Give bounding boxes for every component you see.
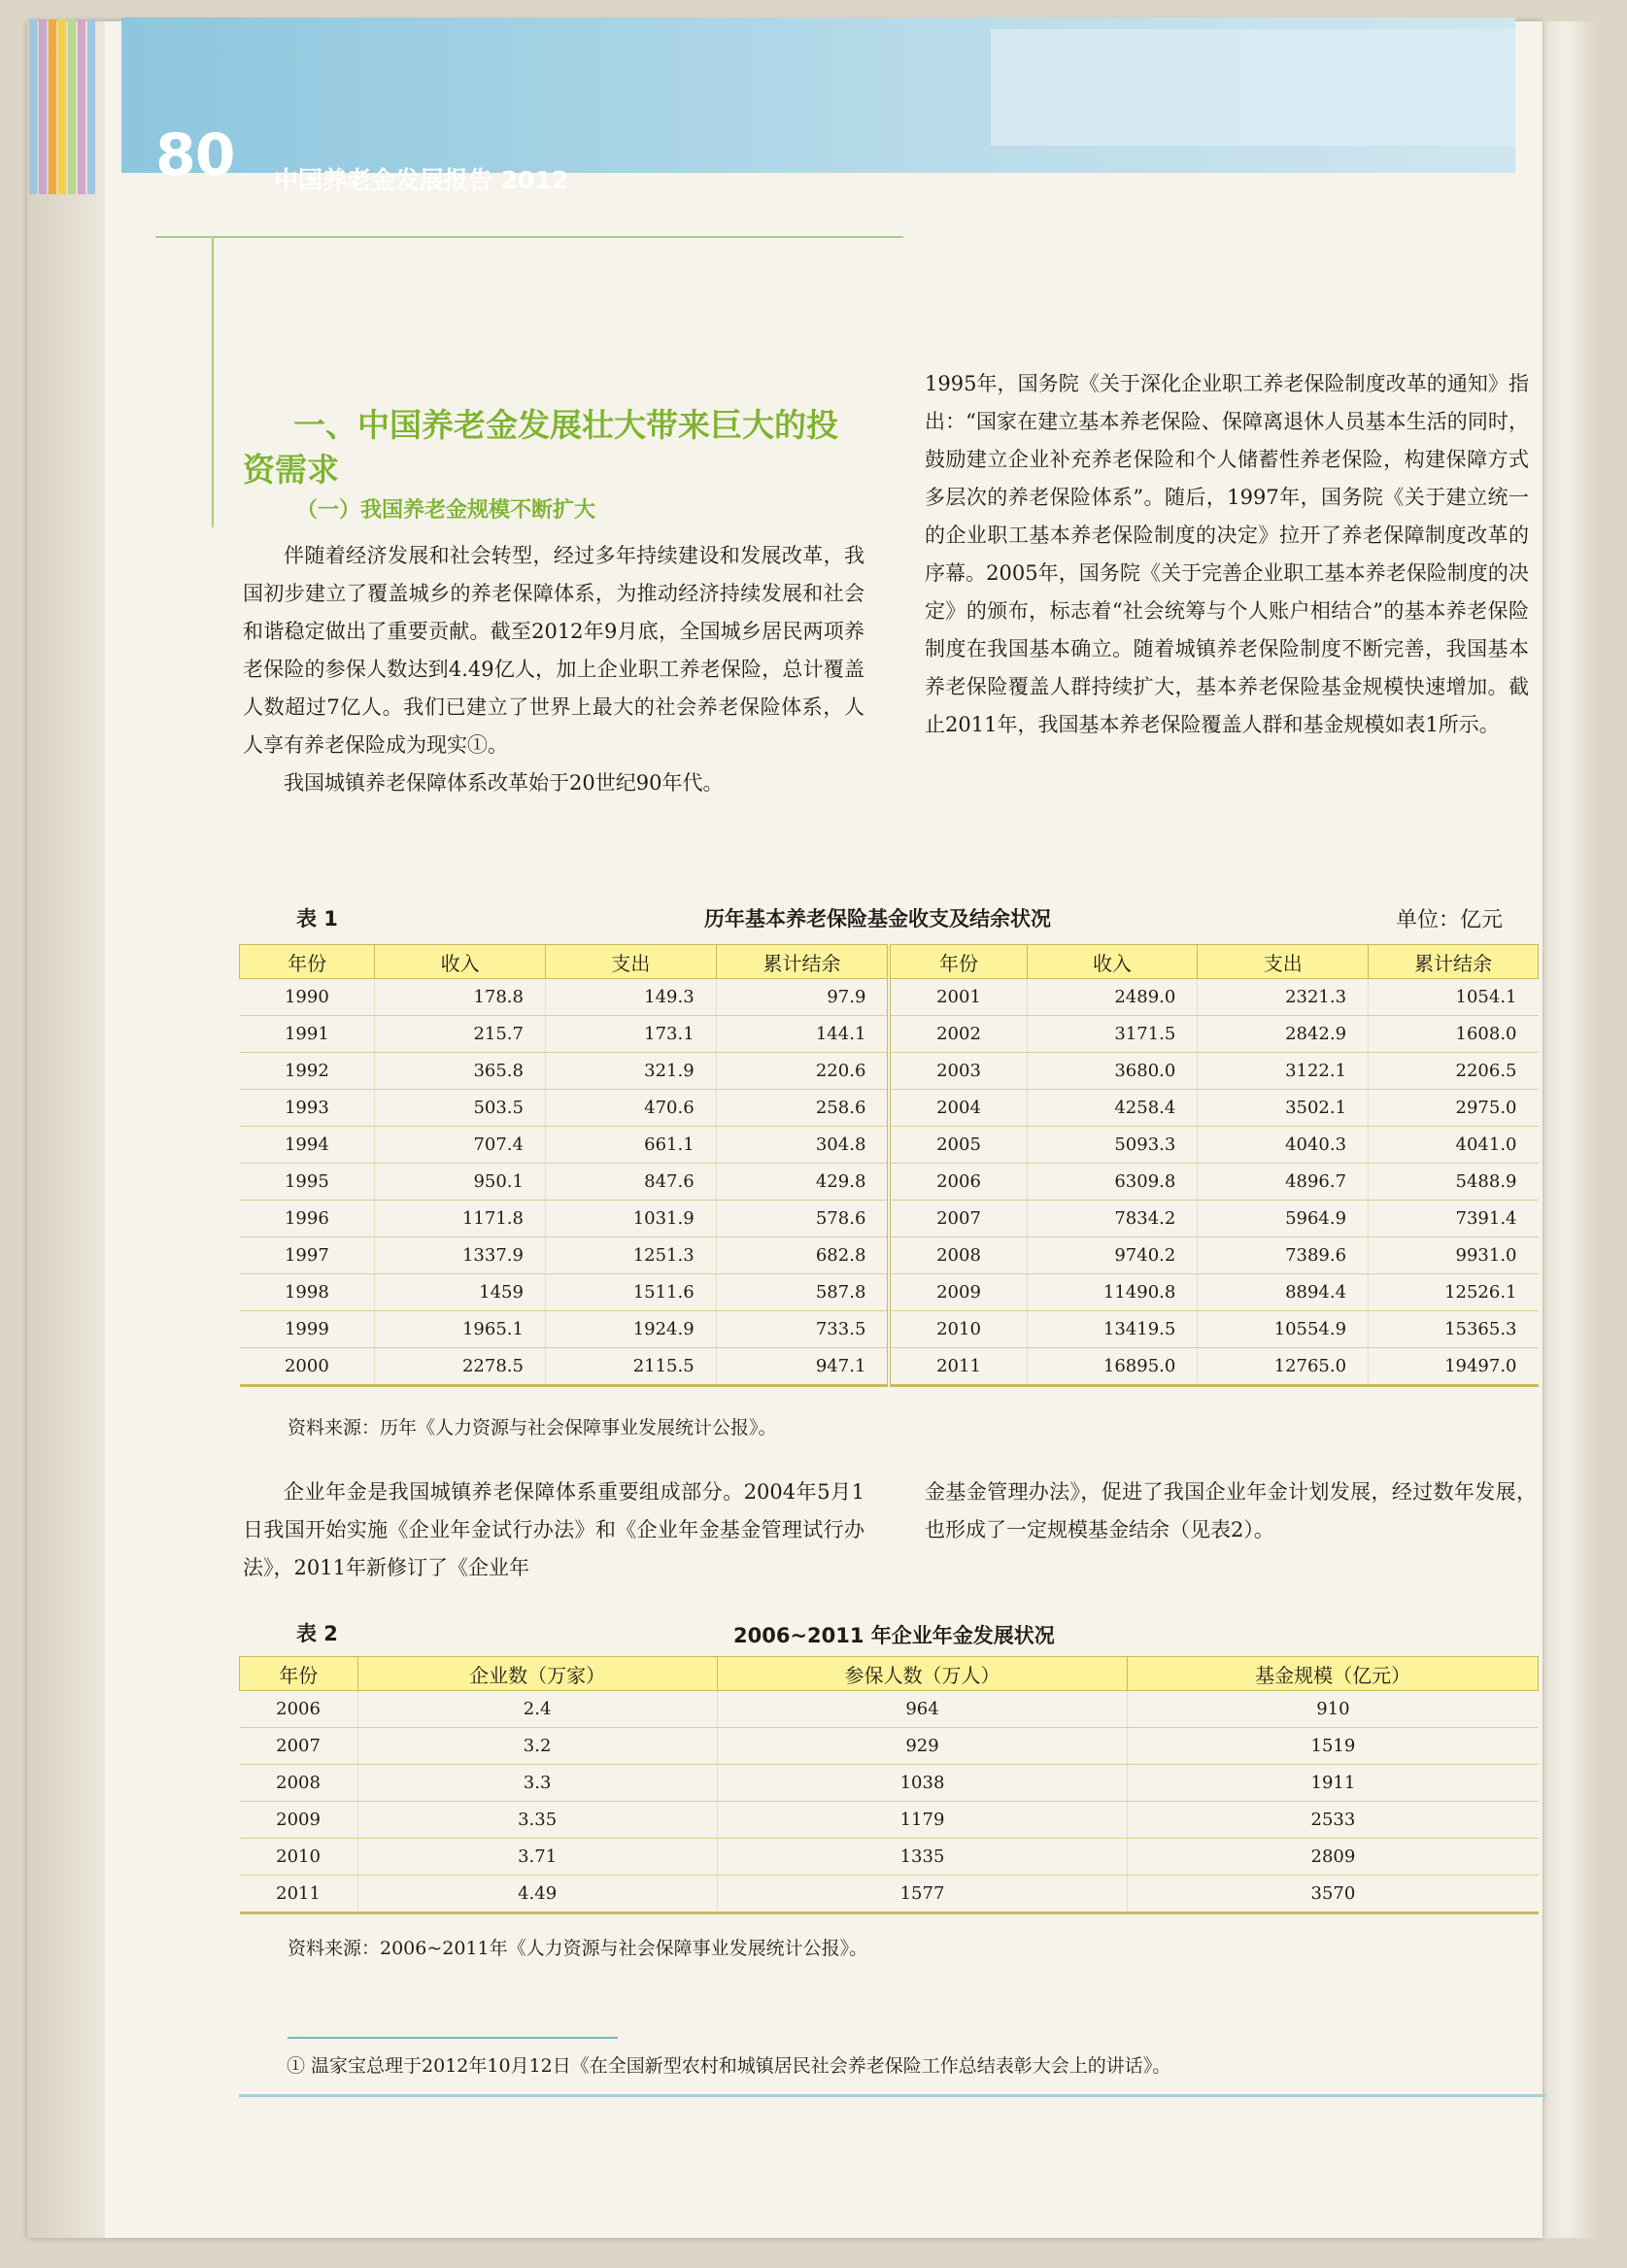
table-cell: 2007 — [240, 1728, 358, 1765]
table-cell: 1251.3 — [545, 1237, 716, 1274]
column-header: 支出 — [1198, 945, 1369, 979]
table-cell: 429.8 — [716, 1164, 889, 1201]
table1-unit: 单位：亿元 — [1396, 908, 1504, 932]
table-cell: 2011 — [240, 1876, 358, 1913]
column-header: 年份 — [240, 945, 375, 979]
table-row — [240, 1876, 1539, 1913]
paragraph: 1995年，国务院《关于深化企业职工养老保险制度改革的通知》指出：“国家在建立基本养老保险、保障离退休人员基本生活的同时，鼓励建立企业补充养老保险和个人储蓄性养老保险，构建保障方式多层次的养老保险体系”。随后，1997年，国务院《关于建立统一的企业职工基本养老保险制度的决定》拉开了养老保障制度改革的序幕。2005年，国务院《关于完善企业职工基本养老保险制度的决定》的颁布，标志着“社会统筹与个人账户相结合”的基本养老保险制度在我国基本确立。随着城镇养老保险制度不断完善，我国基本养老保险覆盖人群持续扩大，基本养老保险基金规模快速增加。截止2011年，我国基本养老保险覆盖人群和基金规模如表1所示。 — [925, 372, 1529, 736]
footnote-rule — [288, 2037, 618, 2039]
table-cell: 3680.0 — [1027, 1053, 1198, 1090]
table-cell: 1996 — [240, 1201, 375, 1237]
table-cell: 1171.8 — [375, 1201, 546, 1237]
table-cell: 950.1 — [375, 1164, 546, 1201]
table-cell: 2004 — [889, 1090, 1027, 1127]
table-row — [240, 1274, 1539, 1311]
table1-title: 历年基本养老保险基金收支及结余状况 — [704, 907, 1051, 931]
table-cell: 2278.5 — [375, 1348, 546, 1386]
table-cell: 1337.9 — [375, 1237, 546, 1274]
table-row — [240, 1127, 1539, 1164]
column-header: 累计结余 — [1369, 945, 1539, 979]
bottom-rule — [239, 2094, 1545, 2097]
table-cell: 4040.3 — [1198, 1127, 1369, 1164]
table-cell: 2206.5 — [1369, 1053, 1539, 1090]
table-cell: 1991 — [240, 1016, 375, 1053]
table-cell: 3.3 — [357, 1765, 717, 1802]
table-cell: 1459 — [375, 1274, 546, 1311]
table-cell: 2533 — [1128, 1802, 1539, 1839]
table-cell: 2006 — [240, 1691, 358, 1728]
table-cell: 11490.8 — [1027, 1274, 1198, 1311]
table-cell: 1511.6 — [545, 1274, 716, 1311]
table-cell: 2002 — [889, 1016, 1027, 1053]
header-rule-vertical — [212, 236, 214, 527]
table-row — [240, 1802, 1539, 1839]
table-cell: 4896.7 — [1198, 1164, 1369, 1201]
column-header: 年份 — [889, 945, 1027, 979]
table-cell: 1997 — [240, 1237, 375, 1274]
pension-fund-table — [239, 944, 1539, 1387]
column-header: 支出 — [545, 945, 716, 979]
column-header: 企业数（万家） — [357, 1657, 717, 1691]
table-cell: 215.7 — [375, 1016, 546, 1053]
table-cell: 178.8 — [375, 979, 546, 1016]
table-cell: 1992 — [240, 1053, 375, 1090]
table-cell: 19497.0 — [1369, 1348, 1539, 1386]
header-band — [121, 17, 1515, 173]
table-row — [240, 1765, 1539, 1802]
table-cell: 3570 — [1128, 1876, 1539, 1913]
table-cell: 587.8 — [716, 1274, 889, 1311]
table1-source: 资料来源：历年《人力资源与社会保障事业发展统计公报》。 — [288, 1417, 777, 1439]
table-cell: 4258.4 — [1027, 1090, 1198, 1127]
page-spine — [27, 21, 105, 2238]
table-cell: 149.3 — [545, 979, 716, 1016]
table-cell: 10554.9 — [1198, 1311, 1369, 1348]
table-row — [240, 979, 1539, 1016]
page-number: 80 — [155, 121, 235, 189]
table-cell: 2011 — [889, 1348, 1027, 1386]
table-cell: 2115.5 — [545, 1348, 716, 1386]
table-cell: 847.6 — [545, 1164, 716, 1201]
table-cell: 3171.5 — [1027, 1016, 1198, 1053]
table-row — [240, 1691, 1539, 1728]
table-cell: 97.9 — [716, 979, 889, 1016]
table-cell: 304.8 — [716, 1127, 889, 1164]
table-cell: 7834.2 — [1027, 1201, 1198, 1237]
table-row — [240, 1016, 1539, 1053]
table1-label: 表 1 — [296, 907, 338, 931]
table-cell: 144.1 — [716, 1016, 889, 1053]
table-cell: 2009 — [240, 1802, 358, 1839]
footnote: ① 温家宝总理于2012年10月12日《在全国新型农村和城镇居民社会养老保险工作总结表彰大会上的讲话》。 — [287, 2055, 1171, 2077]
table-cell: 470.6 — [545, 1090, 716, 1127]
table-cell: 9931.0 — [1369, 1237, 1539, 1274]
table-row — [240, 1053, 1539, 1090]
table-cell: 1911 — [1128, 1765, 1539, 1802]
table-cell: 7391.4 — [1369, 1201, 1539, 1237]
table-cell: 2005 — [889, 1127, 1027, 1164]
table-cell: 2010 — [240, 1839, 358, 1876]
table-row — [240, 1237, 1539, 1274]
table-cell: 12526.1 — [1369, 1274, 1539, 1311]
left-column-2 — [243, 1473, 864, 1587]
table-cell: 1995 — [240, 1164, 375, 1201]
paragraph: 我国城镇养老保障体系改革始于20世纪90年代。 — [284, 771, 724, 795]
table-cell: 13419.5 — [1027, 1311, 1198, 1348]
paragraph: 企业年金是我国城镇养老保障体系重要组成部分。2004年5月1日我国开始实施《企业年金试行办法》和《企业年金基金管理试行办法》，2011年新修订了《企业年 — [243, 1480, 864, 1579]
table-cell: 4041.0 — [1369, 1127, 1539, 1164]
column-header: 年份 — [240, 1657, 358, 1691]
table-row — [240, 1348, 1539, 1386]
paragraph: 金基金管理办法》，促进了我国企业年金计划发展，经过数年发展，也形成了一定规模基金结余（见表2）。 — [925, 1480, 1537, 1541]
table-cell: 8894.4 — [1198, 1274, 1369, 1311]
table-cell: 3502.1 — [1198, 1090, 1369, 1127]
table-cell: 578.6 — [716, 1201, 889, 1237]
table-cell: 6309.8 — [1027, 1164, 1198, 1201]
table-row — [240, 1090, 1539, 1127]
table-row — [240, 1201, 1539, 1237]
table-row — [240, 1164, 1539, 1201]
table-cell: 2003 — [889, 1053, 1027, 1090]
table2-source: 资料来源：2006~2011年《人力资源与社会保障事业发展统计公报》。 — [288, 1938, 868, 1959]
table-cell: 4.49 — [357, 1876, 717, 1913]
table-cell: 3.71 — [357, 1839, 717, 1876]
table-cell: 1999 — [240, 1311, 375, 1348]
table-cell: 1965.1 — [375, 1311, 546, 1348]
table-cell: 2000 — [240, 1348, 375, 1386]
page-edge — [1542, 21, 1601, 2238]
table-cell: 15365.3 — [1369, 1311, 1539, 1348]
table-cell: 661.1 — [545, 1127, 716, 1164]
book-title: 中国养老金发展报告 2012 — [274, 166, 569, 194]
column-header: 收入 — [1027, 945, 1198, 979]
column-header: 参保人数（万人） — [717, 1657, 1128, 1691]
table-cell: 1990 — [240, 979, 375, 1016]
table-cell: 503.5 — [375, 1090, 546, 1127]
table-cell: 2321.3 — [1198, 979, 1369, 1016]
table-row — [240, 1311, 1539, 1348]
table-cell: 2008 — [889, 1237, 1027, 1274]
table-cell: 682.8 — [716, 1237, 889, 1274]
table-cell: 258.6 — [716, 1090, 889, 1127]
enterprise-annuity-table — [239, 1656, 1539, 1914]
table-cell: 2006 — [889, 1164, 1027, 1201]
table-cell: 3122.1 — [1198, 1053, 1369, 1090]
table-cell: 9740.2 — [1027, 1237, 1198, 1274]
table-cell: 1608.0 — [1369, 1016, 1539, 1053]
table-cell: 929 — [717, 1728, 1128, 1765]
table-cell: 5488.9 — [1369, 1164, 1539, 1201]
table-cell: 7389.6 — [1198, 1237, 1369, 1274]
table-cell: 947.1 — [716, 1348, 889, 1386]
right-column — [925, 365, 1529, 744]
table-cell: 1054.1 — [1369, 979, 1539, 1016]
section-title: 一、中国养老金发展壮大带来巨大的投 资需求 — [243, 406, 838, 489]
right-column-2 — [925, 1473, 1537, 1549]
column-header: 基金规模（亿元） — [1128, 1657, 1539, 1691]
table-cell: 1993 — [240, 1090, 375, 1127]
table-cell: 2975.0 — [1369, 1090, 1539, 1127]
table-row — [240, 1728, 1539, 1765]
table-cell: 2.4 — [357, 1691, 717, 1728]
table-cell: 1924.9 — [545, 1311, 716, 1348]
table-cell: 2010 — [889, 1311, 1027, 1348]
table-cell: 2008 — [240, 1765, 358, 1802]
table-cell: 1577 — [717, 1876, 1128, 1913]
table-cell: 5964.9 — [1198, 1201, 1369, 1237]
table-cell: 2007 — [889, 1201, 1027, 1237]
column-header: 累计结余 — [716, 945, 889, 979]
table-cell: 1031.9 — [545, 1201, 716, 1237]
table-cell: 1519 — [1128, 1728, 1539, 1765]
table-cell: 173.1 — [545, 1016, 716, 1053]
table-cell: 16895.0 — [1027, 1348, 1198, 1386]
table-row — [240, 1839, 1539, 1876]
table-cell: 733.5 — [716, 1311, 889, 1348]
table-cell: 2009 — [889, 1274, 1027, 1311]
paragraph: 伴随着经济发展和社会转型，经过多年持续建设和发展改革，我国初步建立了覆盖城乡的养老保障体系，为推动经济持续发展和社会和谐稳定做出了重要贡献。截至2012年9月底，全国城乡居民两项养老保险的参保人数达到4.49亿人，加上企业职工养老保险，总计覆盖人数超过7亿人。我们已建立了世界上最大的社会养老保险体系，人人享有养老保险成为现实①。 — [243, 544, 864, 757]
table-cell: 321.9 — [545, 1053, 716, 1090]
table-cell: 5093.3 — [1027, 1127, 1198, 1164]
table-cell: 2489.0 — [1027, 979, 1198, 1016]
table-cell: 1179 — [717, 1802, 1128, 1839]
left-column — [243, 537, 864, 802]
table-cell: 2001 — [889, 979, 1027, 1016]
header-rule — [155, 236, 903, 238]
table-cell: 2842.9 — [1198, 1016, 1369, 1053]
table-cell: 365.8 — [375, 1053, 546, 1090]
table-cell: 910 — [1128, 1691, 1539, 1728]
subsection-title: （一）我国养老金规模不断扩大 — [296, 497, 596, 523]
table-cell: 1335 — [717, 1839, 1128, 1876]
table-cell: 3.35 — [357, 1802, 717, 1839]
table-cell: 1998 — [240, 1274, 375, 1311]
edge-color-stripes — [29, 19, 121, 194]
column-header: 收入 — [375, 945, 546, 979]
table-cell: 2809 — [1128, 1839, 1539, 1876]
table-cell: 12765.0 — [1198, 1348, 1369, 1386]
table-cell: 1994 — [240, 1127, 375, 1164]
table-cell: 3.2 — [357, 1728, 717, 1765]
table2-label: 表 2 — [296, 1622, 338, 1645]
table-cell: 707.4 — [375, 1127, 546, 1164]
table-cell: 1038 — [717, 1765, 1128, 1802]
table-cell: 964 — [717, 1691, 1128, 1728]
table2-title: 2006~2011 年企业年金发展状况 — [733, 1624, 1055, 1647]
table-cell: 220.6 — [716, 1053, 889, 1090]
